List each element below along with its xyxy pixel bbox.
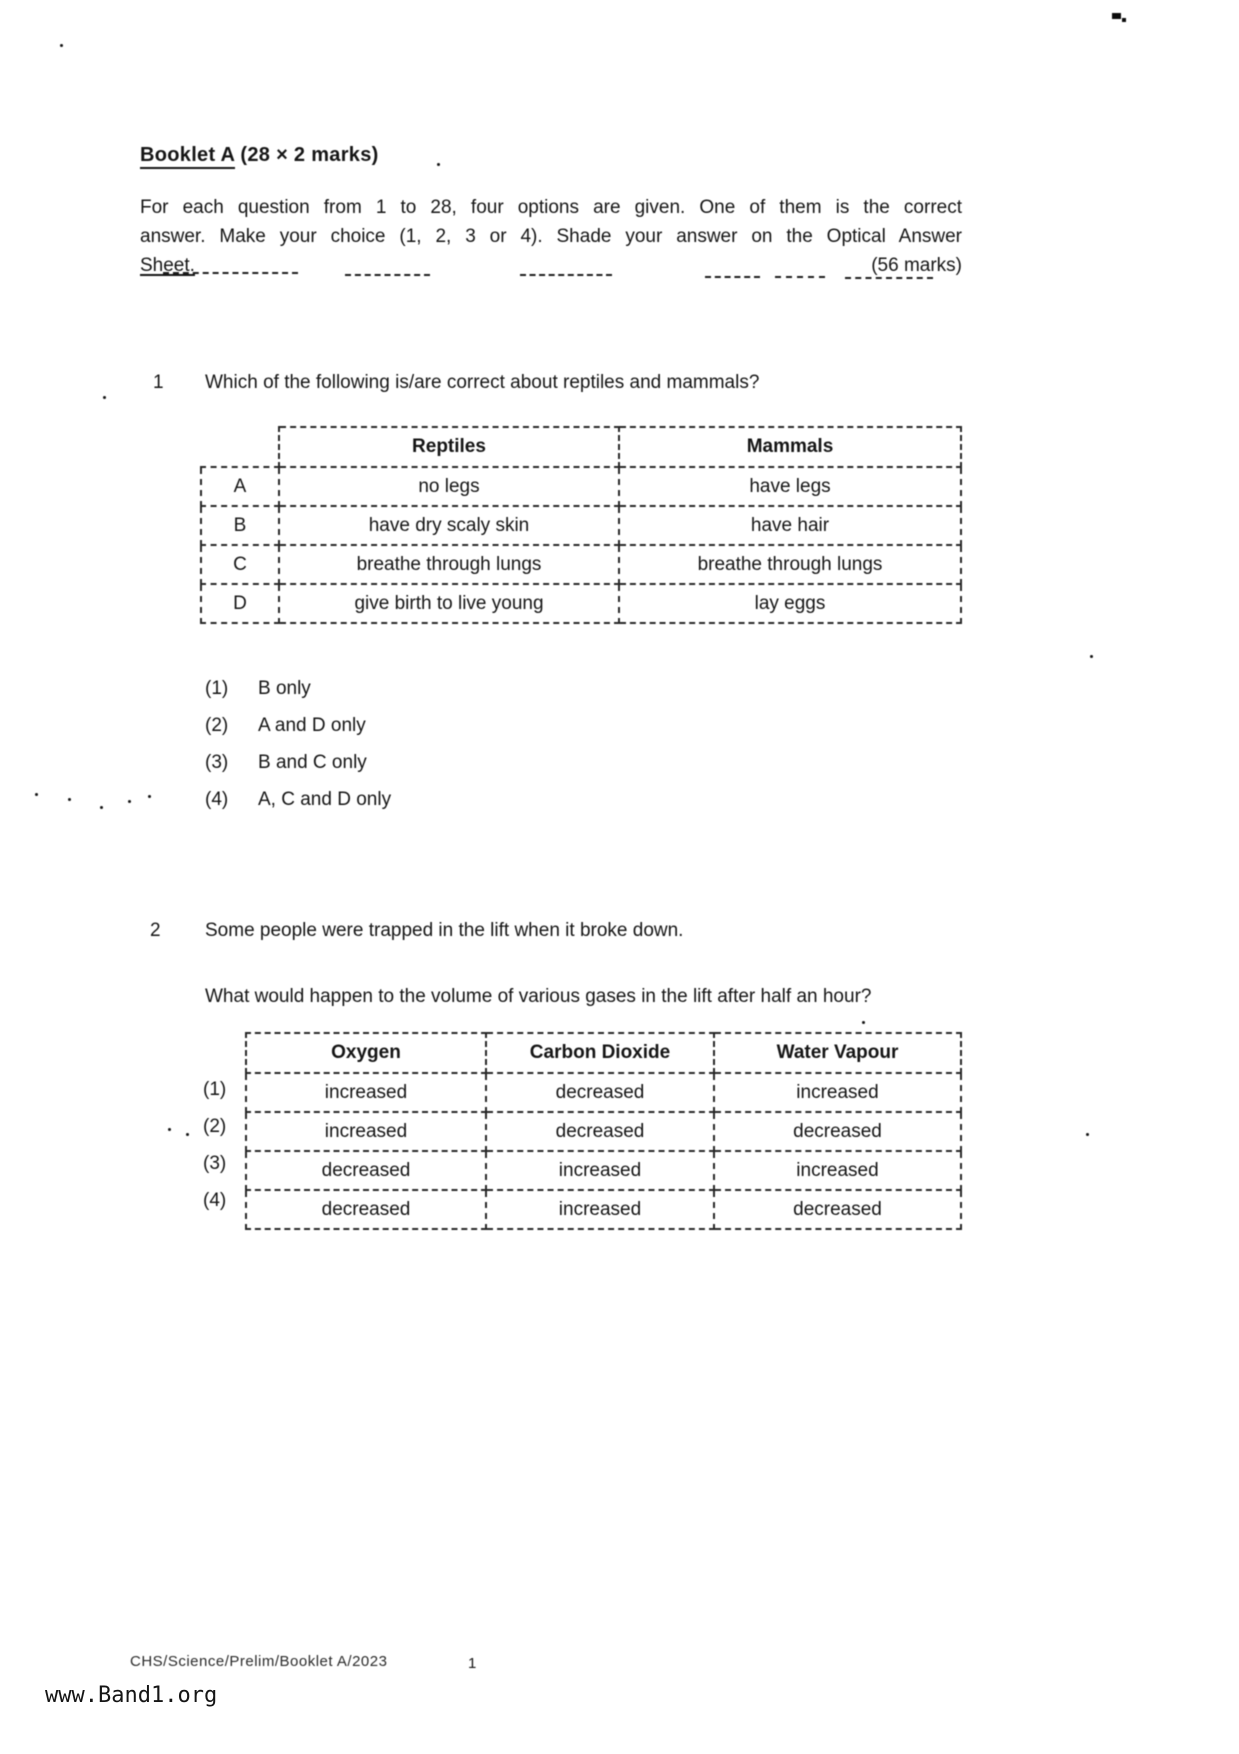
option-text: A and D only — [258, 715, 366, 736]
option-number: (3) — [205, 752, 229, 773]
q1-cell-reptiles: have dry scaly skin — [279, 506, 619, 545]
option-text: A, C and D only — [258, 789, 392, 810]
q1-table-header-reptiles: Reptiles — [279, 427, 619, 467]
q2-cell-vapour: increased — [714, 1151, 961, 1190]
scan-artifact — [862, 1021, 865, 1024]
question-1-text: Which of the following is/are correct about reptiles and mammals? — [205, 372, 760, 393]
q2-table-row — [246, 1151, 961, 1190]
question-1-number: 1 — [153, 372, 164, 393]
scan-artifact — [437, 163, 440, 166]
site-watermark: www.Band1.org — [45, 1683, 218, 1708]
q2-cell-vapour: decreased — [714, 1112, 961, 1151]
q1-table-header-mammals: Mammals — [619, 427, 961, 467]
option-text: B only — [258, 678, 311, 699]
scan-artifact — [775, 276, 825, 278]
q1-row-label: D — [201, 584, 279, 623]
q2-cell-vapour: decreased — [714, 1190, 961, 1229]
q2-cell-co2: decreased — [486, 1073, 714, 1112]
scan-artifact — [1122, 18, 1126, 22]
scan-artifact — [60, 44, 63, 47]
q1-table-row — [201, 545, 961, 584]
scan-artifact — [845, 277, 933, 279]
booklet-title-underlined: Booklet A — [140, 144, 235, 169]
instructions — [140, 193, 962, 280]
option-row — [205, 789, 391, 811]
scan-artifact — [345, 274, 430, 276]
q2-table-header-oxygen: Oxygen — [246, 1033, 486, 1073]
scan-artifact — [128, 800, 131, 803]
q1-row-label: B — [201, 506, 279, 545]
q1-table — [200, 426, 962, 624]
q2-table-row — [246, 1073, 961, 1112]
q1-table-row — [201, 506, 961, 545]
question-2-text: Some people were trapped in the lift when it broke down. — [205, 920, 684, 941]
q2-table — [245, 1032, 962, 1230]
scan-artifact — [68, 798, 71, 801]
option-row — [205, 752, 367, 774]
scan-artifact — [163, 272, 298, 274]
q1-row-label: C — [201, 545, 279, 584]
option-row — [205, 678, 311, 700]
q1-row-label: A — [201, 467, 279, 506]
q2-table-header-vapour: Water Vapour — [714, 1033, 961, 1073]
q1-table-corner-cell — [201, 427, 279, 467]
scan-artifact — [186, 1133, 189, 1136]
scan-artifact — [1090, 655, 1093, 658]
scan-artifact — [1086, 1133, 1089, 1136]
scan-artifact — [168, 1128, 171, 1131]
q1-table-row — [201, 467, 961, 506]
q1-cell-reptiles: breathe through lungs — [279, 545, 619, 584]
scan-artifact — [1112, 13, 1121, 19]
instructions-line: For each question from 1 to 28, four options are given. One of them is the correct — [140, 197, 962, 218]
question-2-number: 2 — [150, 920, 161, 941]
scan-artifact — [148, 795, 151, 798]
instructions-sheet: Sheet. — [140, 255, 195, 276]
q2-table-row — [246, 1112, 961, 1151]
option-number: (2) — [205, 715, 229, 736]
q1-cell-reptiles: give birth to live young — [279, 584, 619, 623]
q2-cell-oxygen: decreased — [246, 1151, 486, 1190]
q1-cell-mammals: lay eggs — [619, 584, 961, 623]
q2-cell-vapour: increased — [714, 1073, 961, 1112]
q2-cell-co2: increased — [486, 1151, 714, 1190]
scan-artifact — [103, 396, 106, 399]
q1-cell-mammals: have legs — [619, 467, 961, 506]
q2-cell-oxygen: increased — [246, 1073, 486, 1112]
booklet-title — [140, 144, 379, 167]
q2-cell-co2: decreased — [486, 1112, 714, 1151]
option-row — [205, 715, 366, 737]
q2-table-header-row — [246, 1033, 961, 1073]
scan-artifact — [705, 276, 760, 278]
marks-label: (56 marks) — [871, 255, 962, 276]
q2-cell-oxygen: increased — [246, 1112, 486, 1151]
q2-row-label: (4) — [203, 1190, 227, 1211]
page-number-label: 1 — [468, 1655, 477, 1672]
q1-cell-mammals: breathe through lungs — [619, 545, 961, 584]
q2-row-label: (2) — [203, 1116, 227, 1137]
q1-cell-mammals: have hair — [619, 506, 961, 545]
footer-reference: CHS/Science/Prelim/Booklet A/2023 — [130, 1653, 388, 1670]
q2-row-label: (3) — [203, 1153, 227, 1174]
q2-cell-co2: increased — [486, 1190, 714, 1229]
instructions-line: answer. Make your choice (1, 2, 3 or 4). Shade your answer on the Optical Answer — [140, 226, 962, 247]
option-text: B and C only — [258, 752, 367, 773]
booklet-title-marks: (28 × 2 marks) — [234, 144, 379, 166]
q2-table-row — [246, 1190, 961, 1229]
q1-cell-reptiles: no legs — [279, 467, 619, 506]
q1-table-header-row — [201, 427, 961, 467]
scan-artifact — [100, 806, 103, 809]
option-number: (1) — [205, 678, 229, 699]
q1-table-row — [201, 584, 961, 623]
scan-artifact — [520, 274, 612, 276]
option-number: (4) — [205, 789, 229, 810]
q2-row-label: (1) — [203, 1079, 227, 1100]
question-2-text2: What would happen to the volume of various gases in the lift after half an hour? — [205, 986, 872, 1007]
q2-cell-oxygen: decreased — [246, 1190, 486, 1229]
scan-artifact — [35, 793, 38, 796]
q2-table-header-co2: Carbon Dioxide — [486, 1033, 714, 1073]
